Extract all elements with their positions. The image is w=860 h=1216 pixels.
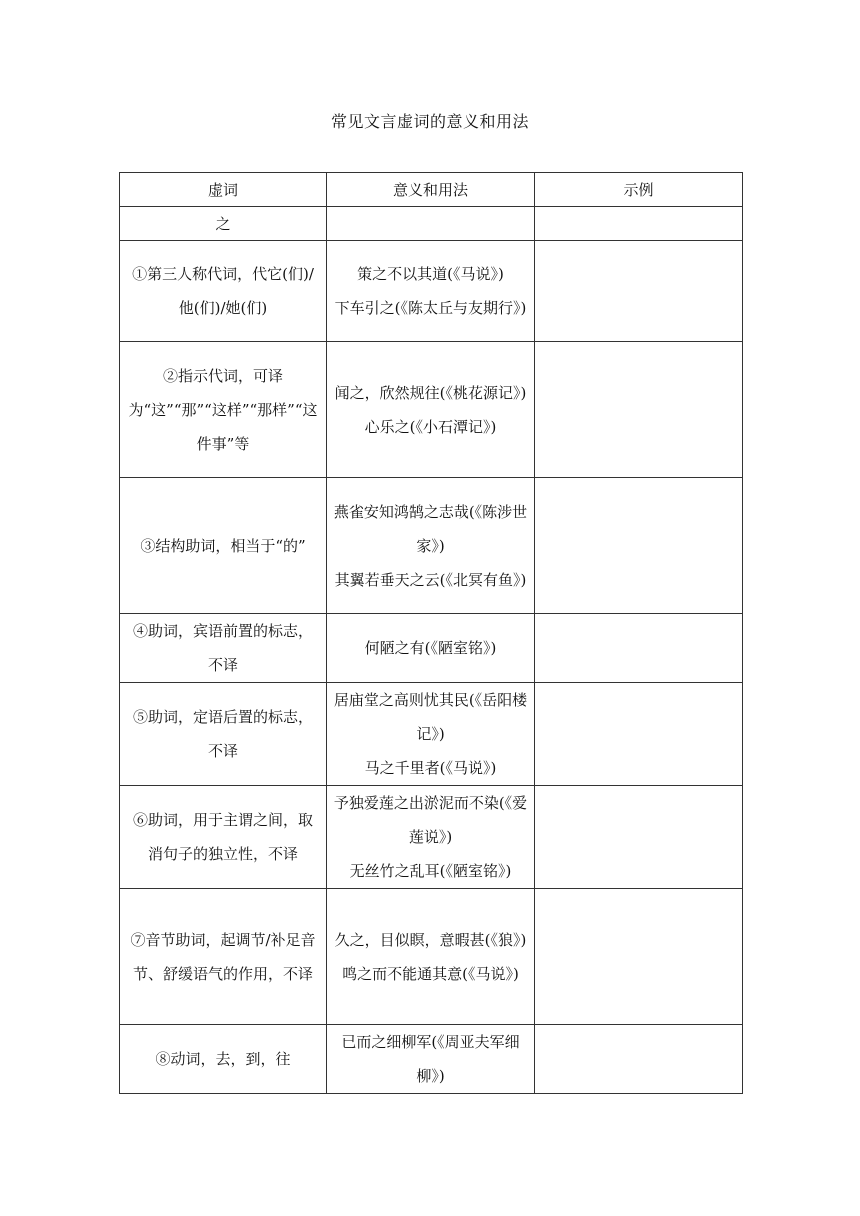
table-row (120, 889, 743, 1025)
sample-cell (535, 478, 743, 614)
usage-cell (120, 683, 327, 786)
example-line: 闻之，欣然规往(《桃花源记》) (334, 383, 527, 402)
group-usage-cell (327, 207, 535, 241)
table-header-row (120, 173, 743, 207)
example-line: 燕雀安知鸿鹄之志哉(《陈涉世家》) (333, 502, 528, 555)
examples-cell (327, 1025, 535, 1094)
usage-text: ⑦音节助词，起调节/补足音节、舒缓语气的作用，不译 (130, 930, 316, 983)
examples-cell (327, 241, 535, 342)
group-word-cell: 之 (120, 207, 327, 241)
table-row (120, 478, 743, 614)
sample-cell (535, 1025, 743, 1094)
table-row (120, 683, 743, 786)
examples-cell (327, 683, 535, 786)
sample-cell (535, 342, 743, 478)
page-title: 常见文言虚词的意义和用法 (330, 112, 529, 131)
function-word-table (119, 172, 743, 1094)
usage-text: ②指示代词，可译为“这”“那”“这样”“那样”“这件事”等 (128, 366, 318, 453)
table-row (120, 241, 743, 342)
usage-cell (120, 342, 327, 478)
examples-cell (327, 478, 535, 614)
sample-cell (535, 614, 743, 683)
usage-text: ①第三人称代词，代它(们)/他(们)/她(们) (132, 265, 314, 317)
examples-cell (327, 786, 535, 889)
sample-cell (535, 889, 743, 1025)
example-line: 策之不以其道(《马说》) (357, 265, 504, 283)
examples-cell (327, 342, 535, 478)
sample-cell (535, 683, 743, 786)
examples-cell (327, 614, 535, 683)
example-line: 马之千里者(《马说》) (364, 759, 497, 777)
usage-cell (120, 1025, 327, 1094)
usage-cell (120, 614, 327, 683)
table-row (120, 614, 743, 683)
usage-text: ③结构助词，相当于“的” (140, 536, 306, 555)
table-row (120, 342, 743, 478)
column-header-example: 示例 (535, 173, 743, 207)
examples-cell (327, 889, 535, 1025)
example-line: 居庙堂之高则忧其民(《岳阳楼记》) (333, 691, 528, 743)
group-row (120, 207, 743, 241)
example-line: 无丝竹之乱耳(《陋室铭》) (349, 862, 512, 880)
example-line: 心乐之(《小石潭记》) (364, 417, 497, 436)
example-line: 久之，目似瞑，意暇甚(《狼》) (334, 930, 527, 949)
example-line: 已而之细柳军(《周亚夫军细柳》) (341, 1033, 520, 1085)
usage-text: ④助词，宾语前置的标志，不译 (132, 622, 313, 674)
table-row (120, 1025, 743, 1094)
example-line: 鸣之而不能通其意(《马说》) (342, 964, 519, 983)
example-line: 予独爱莲之出淤泥而不染(《爱莲说》) (333, 794, 528, 846)
usage-cell (120, 889, 327, 1025)
usage-text: ⑥助词，用于主谓之间，取消句子的独立性，不译 (132, 811, 313, 863)
usage-cell (120, 241, 327, 342)
column-header-usage: 意义和用法 (327, 173, 535, 207)
group-example-cell (535, 207, 743, 241)
table-row (120, 786, 743, 889)
column-header-word: 虚词 (120, 173, 327, 207)
example-line: 其翼若垂天之云(《北冥有鱼》) (334, 570, 527, 589)
usage-cell (120, 478, 327, 614)
example-line: 何陋之有(《陋室铭》) (364, 639, 497, 657)
usage-text: ⑤助词，定语后置的标志，不译 (132, 708, 313, 760)
sample-cell (535, 786, 743, 889)
sample-cell (535, 241, 743, 342)
usage-text: ⑧动词，去，到，往 (155, 1050, 291, 1068)
usage-cell (120, 786, 327, 889)
example-line: 下车引之(《陈太丘与友期行》) (334, 299, 527, 317)
